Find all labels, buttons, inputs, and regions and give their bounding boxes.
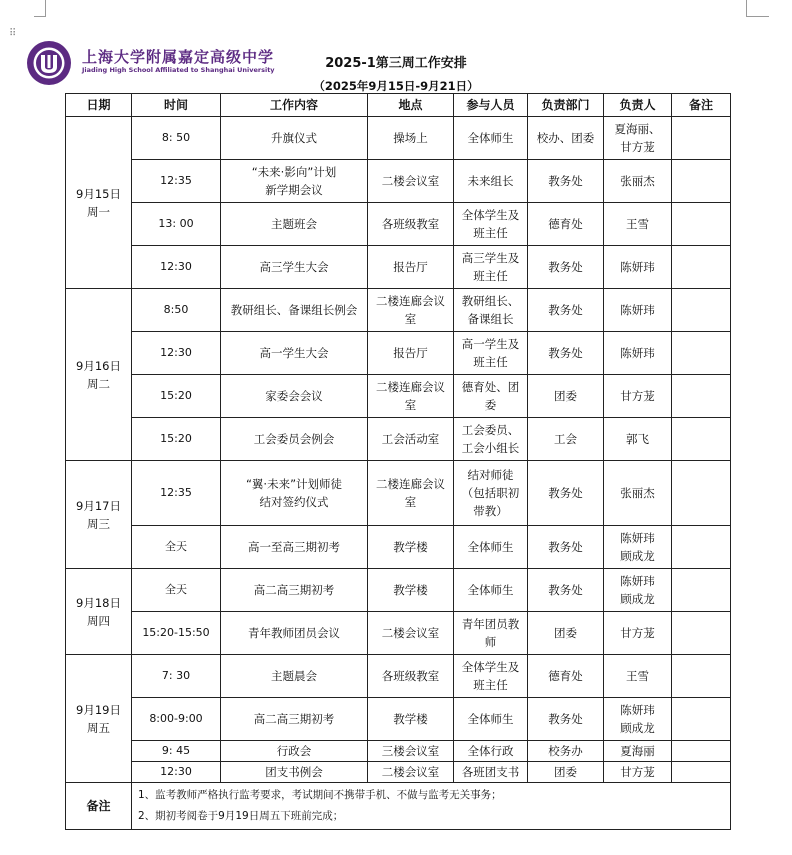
person-cell-line: 陈妍玮 <box>620 531 655 545</box>
date-cell-line: 9月16日 <box>76 358 121 373</box>
time-cell-line: 12:35 <box>160 174 192 187</box>
department-cell <box>528 160 604 203</box>
time-cell <box>132 741 221 762</box>
person-cell-line: 顾成龙 <box>620 549 655 563</box>
person-cell-line: 陈妍玮 <box>620 346 655 360</box>
department-cell <box>528 698 604 741</box>
content-cell-line: 高二高三期初考 <box>253 712 335 726</box>
date-cell-line: 周三 <box>87 516 110 531</box>
department-cell-line: 教务处 <box>548 486 583 500</box>
content-cell <box>221 612 368 655</box>
person-cell-line: 甘方茏 <box>620 389 655 403</box>
table-row <box>66 246 731 289</box>
department-cell <box>528 655 604 698</box>
person-cell-line: 王雪 <box>626 669 649 683</box>
time-cell-line: 7: 30 <box>161 669 191 682</box>
time-cell-line: 15:20-15:50 <box>142 626 210 639</box>
time-cell <box>132 526 221 569</box>
notes-label-cell <box>66 783 132 830</box>
department-cell <box>528 526 604 569</box>
department-cell <box>528 203 604 246</box>
time-cell-line: 8:50 <box>163 303 189 316</box>
date-cell-line: 9月18日 <box>76 595 121 610</box>
page-subtitle: （2025年9月15日-9月21日） <box>313 79 479 93</box>
person-cell-line: 陈妍玮 <box>620 574 655 588</box>
content-cell <box>221 332 368 375</box>
time-cell <box>132 418 221 461</box>
time-cell <box>132 461 221 526</box>
person-cell <box>604 698 672 741</box>
notes-cell <box>132 783 731 830</box>
time-cell-line: 15:20 <box>160 389 192 402</box>
content-cell <box>221 418 368 461</box>
participants-cell-line: 工会小组长 <box>461 441 520 455</box>
date-cell <box>66 569 132 655</box>
participants-cell-line: 班主任 <box>473 226 508 240</box>
date-cell <box>66 117 132 289</box>
date-cell <box>66 289 132 461</box>
person-cell <box>604 289 672 332</box>
person-cell-line: 张丽杰 <box>620 174 655 188</box>
note-cell <box>672 418 731 461</box>
column-header: 时间 <box>132 94 221 117</box>
table-row <box>66 569 731 612</box>
content-cell-line: 结对签约仪式 <box>259 495 329 509</box>
participants-cell-line: 全体行政 <box>467 744 514 758</box>
participants-cell <box>454 461 528 526</box>
note-cell <box>672 655 731 698</box>
participants-cell-line: 高三学生及 <box>461 251 520 265</box>
date-cell-line: 周一 <box>87 204 110 219</box>
participants-cell-line: 教研组长、 <box>461 294 520 308</box>
note-cell <box>672 526 731 569</box>
time-cell <box>132 160 221 203</box>
person-cell <box>604 418 672 461</box>
content-cell-line: 家委会会议 <box>265 389 323 403</box>
participants-cell <box>454 569 528 612</box>
participants-cell-line: 班主任 <box>473 269 508 283</box>
table-row <box>66 741 731 762</box>
time-cell-line: 15:20 <box>160 432 192 445</box>
table-row <box>66 612 731 655</box>
page-corner-marks <box>0 0 792 30</box>
place-cell-line: 二楼连廊会议 <box>376 380 445 394</box>
participants-cell <box>454 418 528 461</box>
content-cell-line: 主题班会 <box>271 217 317 231</box>
department-cell-line: 教务处 <box>548 583 583 597</box>
person-cell <box>604 332 672 375</box>
content-cell <box>221 526 368 569</box>
department-cell-line: 工会 <box>554 432 577 446</box>
participants-cell <box>454 203 528 246</box>
column-header: 负责人 <box>604 94 672 117</box>
table-row <box>66 203 731 246</box>
date-cell-line: 9月17日 <box>76 498 121 513</box>
person-cell-line: 甘方茏 <box>620 140 655 154</box>
person-cell-line: 陈妍玮 <box>620 260 655 274</box>
place-cell <box>368 612 454 655</box>
participants-cell-line: 带教） <box>473 504 508 518</box>
content-cell-line: “翼·未来”计划师徒 <box>245 477 343 491</box>
place-cell-line: 教学楼 <box>393 712 428 726</box>
department-cell-line: 团委 <box>554 626 577 640</box>
department-cell <box>528 418 604 461</box>
person-cell-line: 甘方茏 <box>620 765 655 779</box>
content-cell <box>221 203 368 246</box>
participants-cell-line: 委 <box>484 398 497 412</box>
participants-cell-line: 高一学生及 <box>461 337 520 351</box>
place-cell <box>368 117 454 160</box>
department-cell-line: 教务处 <box>548 260 583 274</box>
note-cell <box>672 289 731 332</box>
person-cell <box>604 655 672 698</box>
table-row <box>66 698 731 741</box>
time-cell-line: 9: 45 <box>161 744 191 757</box>
participants-cell-line: 全体师生 <box>467 583 514 597</box>
page-corner-mark-left <box>34 0 46 17</box>
department-cell-line: 德育处 <box>548 669 583 683</box>
content-cell-line: 教研组长、备课组长例会 <box>230 303 358 317</box>
place-cell-line: 教学楼 <box>393 540 428 554</box>
participants-cell <box>454 289 528 332</box>
place-cell-line: 二楼会议室 <box>381 765 440 779</box>
place-cell <box>368 762 454 783</box>
column-header: 工作内容 <box>221 94 368 117</box>
participants-cell-line: 全体师生 <box>467 712 514 726</box>
person-cell-line: 夏海丽、 <box>614 122 661 136</box>
place-cell-line: 报告厅 <box>393 346 428 360</box>
content-cell <box>221 246 368 289</box>
content-cell <box>221 117 368 160</box>
department-cell <box>528 246 604 289</box>
place-cell-line: 室 <box>404 495 417 509</box>
note-cell <box>672 375 731 418</box>
content-cell-line: 高三学生大会 <box>259 260 329 274</box>
participants-cell <box>454 612 528 655</box>
person-cell-line: 陈妍玮 <box>620 703 655 717</box>
participants-cell <box>454 332 528 375</box>
content-cell-line: 工会委员会例会 <box>253 432 335 446</box>
time-cell-line: 全天 <box>165 540 187 553</box>
place-cell <box>368 160 454 203</box>
department-cell-line: 教务处 <box>548 346 583 360</box>
content-cell-line: 青年教师团员会议 <box>248 626 340 640</box>
content-cell-line: 新学期会议 <box>265 183 323 197</box>
participants-cell <box>454 117 528 160</box>
participants-cell-line: 全体学生及 <box>461 660 520 674</box>
note-cell <box>672 117 731 160</box>
table-row <box>66 655 731 698</box>
participants-cell-line: 结对师徒 <box>467 468 514 482</box>
date-cell <box>66 655 132 783</box>
person-cell-line: 郭飞 <box>626 432 649 446</box>
place-cell-line: 二楼会议室 <box>381 626 440 640</box>
place-cell-line: 二楼连廊会议 <box>376 477 445 491</box>
person-cell <box>604 160 672 203</box>
place-cell-line: 二楼会议室 <box>381 174 440 188</box>
time-cell-line: 12:30 <box>160 260 192 273</box>
note-cell <box>672 569 731 612</box>
place-cell <box>368 375 454 418</box>
participants-cell <box>454 655 528 698</box>
place-cell <box>368 741 454 762</box>
note-cell <box>672 246 731 289</box>
participants-cell <box>454 698 528 741</box>
date-cell <box>66 461 132 569</box>
content-cell <box>221 289 368 332</box>
table-row <box>66 375 731 418</box>
school-name-en: Jiading High School Affiliated to Shanghai University <box>82 66 275 74</box>
content-cell <box>221 375 368 418</box>
date-cell-line: 周五 <box>87 720 110 735</box>
person-cell <box>604 526 672 569</box>
note-cell <box>672 698 731 741</box>
content-cell <box>221 160 368 203</box>
place-cell-line: 工会活动室 <box>381 432 440 446</box>
time-cell <box>132 762 221 783</box>
department-cell <box>528 332 604 375</box>
content-cell-line: 高二高三期初考 <box>253 583 335 597</box>
participants-cell <box>454 762 528 783</box>
participants-cell-line: 德育处、团 <box>461 380 520 394</box>
participants-cell-line: 师 <box>484 635 497 649</box>
time-cell <box>132 698 221 741</box>
place-cell <box>368 418 454 461</box>
participants-cell-line: 班主任 <box>473 355 508 369</box>
time-cell-line: 全天 <box>165 583 187 596</box>
time-cell <box>132 246 221 289</box>
person-cell-line: 顾成龙 <box>620 721 655 735</box>
notes-row <box>66 783 731 830</box>
table-row <box>66 461 731 526</box>
table-row <box>66 418 731 461</box>
participants-cell <box>454 741 528 762</box>
column-header: 负责部门 <box>528 94 604 117</box>
column-header: 参与人员 <box>454 94 528 117</box>
department-cell <box>528 762 604 783</box>
content-cell-line: 高一至高三期初考 <box>248 540 340 554</box>
participants-cell-line: 全体师生 <box>467 131 514 145</box>
department-cell <box>528 117 604 160</box>
place-cell-line: 二楼连廊会议 <box>376 294 445 308</box>
participants-cell-line: 青年团员教 <box>461 617 520 631</box>
table-row <box>66 526 731 569</box>
place-cell-line: 各班级教室 <box>381 217 440 231</box>
person-cell <box>604 741 672 762</box>
participants-cell-line: 各班团支书 <box>461 765 520 779</box>
place-cell <box>368 461 454 526</box>
content-cell-line: 行政会 <box>276 744 312 758</box>
time-cell <box>132 375 221 418</box>
place-cell <box>368 332 454 375</box>
place-cell-line: 三楼会议室 <box>381 744 440 758</box>
date-cell-line: 周四 <box>87 613 110 628</box>
column-header: 地点 <box>368 94 454 117</box>
department-cell-line: 德育处 <box>548 217 583 231</box>
person-cell <box>604 203 672 246</box>
date-cell-line: 9月19日 <box>76 702 121 717</box>
department-cell-line: 教务处 <box>548 540 583 554</box>
participants-cell-line: 全体学生及 <box>461 208 520 222</box>
person-cell <box>604 569 672 612</box>
content-cell <box>221 741 368 762</box>
time-cell <box>132 117 221 160</box>
place-cell <box>368 698 454 741</box>
place-cell-line: 室 <box>404 398 417 412</box>
person-cell-line: 陈妍玮 <box>620 303 655 317</box>
content-cell-line: 团支书例会 <box>265 765 323 779</box>
person-cell-line: 张丽杰 <box>620 486 655 500</box>
department-cell <box>528 569 604 612</box>
department-cell <box>528 741 604 762</box>
department-cell-line: 校办、团委 <box>536 131 595 145</box>
department-cell-line: 团委 <box>554 765 577 779</box>
content-cell <box>221 698 368 741</box>
column-header: 备注 <box>672 94 731 117</box>
person-cell-line: 顾成龙 <box>620 592 655 606</box>
time-cell-line: 12:35 <box>160 486 192 499</box>
notes-label-cell-line: 备注 <box>86 799 111 813</box>
department-cell-line: 教务处 <box>548 303 583 317</box>
time-cell-line: 12:30 <box>160 765 192 778</box>
content-cell <box>221 569 368 612</box>
time-cell <box>132 332 221 375</box>
participants-cell <box>454 246 528 289</box>
note-cell <box>672 612 731 655</box>
department-cell-line: 教务处 <box>548 712 583 726</box>
participants-cell <box>454 526 528 569</box>
participants-cell <box>454 375 528 418</box>
place-cell-line: 教学楼 <box>393 583 428 597</box>
participants-cell-line: 工会委员、 <box>461 423 520 437</box>
time-cell-line: 8: 50 <box>161 131 191 144</box>
department-cell <box>528 375 604 418</box>
department-cell-line: 校务办 <box>548 744 583 758</box>
participants-cell-line: 备课组长 <box>467 312 514 326</box>
time-cell <box>132 569 221 612</box>
time-cell-line: 12:30 <box>160 346 192 359</box>
time-cell-line: 8:00-9:00 <box>149 712 203 725</box>
place-cell-line: 各班级教室 <box>381 669 440 683</box>
time-cell <box>132 203 221 246</box>
notes-cell-line: 2、期初考阅卷于9月19日周五下班前完成； <box>138 810 344 822</box>
department-cell-line: 教务处 <box>548 174 583 188</box>
person-cell-line: 甘方茏 <box>620 626 655 640</box>
school-name-cn: 上海大学附属嘉定高级中学 <box>82 48 275 66</box>
person-cell-line: 王雪 <box>626 217 649 231</box>
time-cell-line: 13: 00 <box>158 217 194 230</box>
notes-cell-line: 1、监考教师严格执行监考要求，考试期间不携带手机、不做与监考无关事务； <box>138 789 502 801</box>
note-cell <box>672 332 731 375</box>
place-cell <box>368 203 454 246</box>
content-cell-line: 升旗仪式 <box>271 131 317 145</box>
place-cell-line: 操场上 <box>393 131 428 145</box>
person-cell <box>604 375 672 418</box>
department-cell <box>528 612 604 655</box>
time-cell <box>132 612 221 655</box>
person-cell <box>604 762 672 783</box>
note-cell <box>672 203 731 246</box>
column-header: 日期 <box>66 94 132 117</box>
content-cell-line: 高一学生大会 <box>259 346 329 360</box>
place-cell <box>368 246 454 289</box>
department-cell <box>528 461 604 526</box>
table-move-handle-icon[interactable]: ⠿ <box>9 28 18 39</box>
content-cell <box>221 461 368 526</box>
time-cell <box>132 289 221 332</box>
date-cell-line: 周二 <box>87 376 110 391</box>
table-row <box>66 289 731 332</box>
department-cell-line: 团委 <box>554 389 577 403</box>
schedule-table <box>65 93 731 830</box>
page-corner-mark-right <box>746 0 769 17</box>
table-header-row <box>66 94 731 117</box>
note-cell <box>672 160 731 203</box>
person-cell <box>604 612 672 655</box>
note-cell <box>672 461 731 526</box>
time-cell <box>132 655 221 698</box>
department-cell <box>528 289 604 332</box>
content-cell-line: 主题晨会 <box>271 669 317 683</box>
place-cell <box>368 569 454 612</box>
content-cell <box>221 762 368 783</box>
person-cell <box>604 246 672 289</box>
person-cell <box>604 461 672 526</box>
participants-cell-line: 未来组长 <box>467 174 514 188</box>
participants-cell-line: 全体师生 <box>467 540 514 554</box>
content-cell <box>221 655 368 698</box>
person-cell-line: 夏海丽 <box>620 744 655 758</box>
participants-cell <box>454 160 528 203</box>
table-row <box>66 332 731 375</box>
place-cell <box>368 526 454 569</box>
place-cell <box>368 289 454 332</box>
content-cell-line: “未来·影向”计划 <box>251 165 337 179</box>
participants-cell-line: （包括职初 <box>461 486 520 500</box>
person-cell <box>604 117 672 160</box>
place-cell <box>368 655 454 698</box>
place-cell-line: 报告厅 <box>393 260 428 274</box>
note-cell <box>672 741 731 762</box>
place-cell-line: 室 <box>404 312 417 326</box>
table-row <box>66 762 731 783</box>
table-row <box>66 117 731 160</box>
table-row <box>66 160 731 203</box>
date-cell-line: 9月15日 <box>76 186 121 201</box>
note-cell <box>672 762 731 783</box>
participants-cell-line: 班主任 <box>473 678 508 692</box>
page-title: 2025-1第三周工作安排 <box>325 56 467 71</box>
